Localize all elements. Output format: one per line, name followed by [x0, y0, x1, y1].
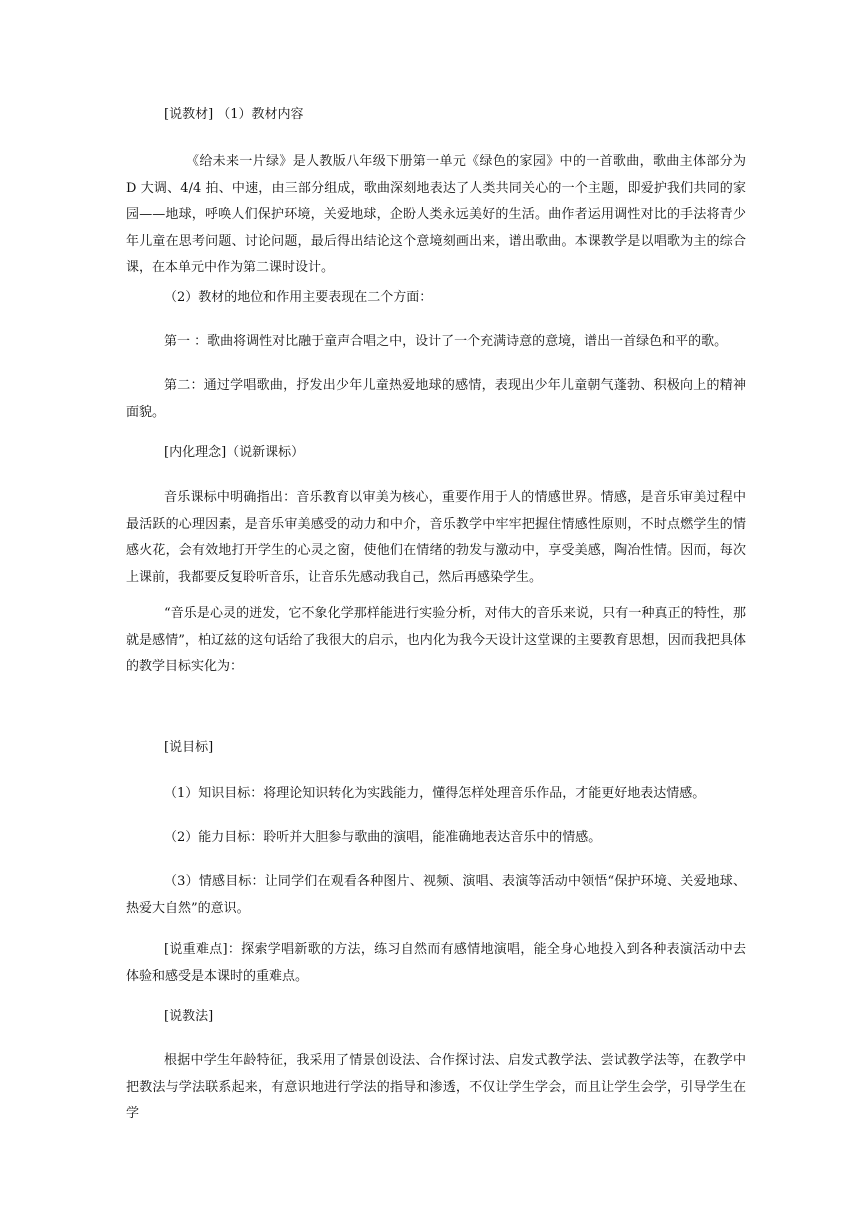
- paragraph-material-position: （2）教材的地位和作用主要表现在二个方面：: [164, 290, 433, 305]
- paragraph-curriculum-standard: 音乐课标中明确指出：音乐教育以审美为核心，重要作用于人的情感世界。情感，是音乐审美过程中最活跃的心理因素，是音乐审美感受的动力和中介，音乐教学中牢牢把握住情感性原则，不时点燃学生的情感火花，会有效地打开学生的心灵之窗，使他们在情绪的勃发与激动中，享受美感，陶冶性情。因而，每次上课前，我都要反复聆听音乐，让音乐先感动我自己，然后再感染学生。: [126, 490, 746, 585]
- paragraph-second-aspect: 第二：通过学唱歌曲，抒发出少年儿童热爱地球的感情，表现出少年儿童朝气蓬勃、积极向上的精神面貌。: [126, 378, 746, 420]
- heading-objectives: [说目标]: [164, 740, 214, 755]
- objective-emotion: （3）情感目标：让同学们在观看各种图片、视频、演唱、表演等活动中领悟“保护环境、关爱地球、热爱大自然”的意识。: [126, 874, 746, 916]
- paragraph-key-difficulties: [说重难点]：探索学唱新歌的方法，练习自然而有感情地演唱，能全身心地投入到各种表演活动中去体验和感受是本课时的重难点。: [126, 942, 746, 984]
- paragraph-first-aspect: 第一 ：歌曲将调性对比融于童声合唱之中，设计了一个充满诗意的意境，谱出一首绿色和平的歌。: [164, 334, 728, 349]
- paragraph-material-content: 《给未来一片绿》是人教版八年级下册第一单元《绿色的家园》中的一首歌曲，歌曲主体部分为 D 大调、4/4 拍、中速，由三部分组成，歌曲深刻地表达了人类共同关心的一个主题，即爱护我们共同的家园——地球，呼唤人们保护环境，关爱地球，企盼人类永远美好的生活。曲作者运用调性对比的手法将青少年儿童在思考问题、讨论问题，最后得出结论这个意境刻画出来，谱出歌曲。本课教学是以唱歌为主的综合课，在本单元中作为第二课时设计。: [126, 154, 746, 275]
- heading-internalized-concept: [内化理念]（说新课标）: [164, 445, 305, 460]
- paragraph-teaching-methods: 根据中学生年龄特征，我采用了情景创设法、合作探讨法、启发式教学法、尝试教学法等，在教学中把教法与学法联系起来，有意识地进行学法的指导和渗透，不仅让学生学会，而且让学生会学，引导学生在学: [126, 1053, 746, 1121]
- heading-teaching-material: [说教材] （1）教材内容: [164, 107, 304, 122]
- objective-knowledge: （1）知识目标：将理论知识转化为实践能力，懂得怎样处理音乐作品，才能更好地表达情感。: [164, 786, 706, 801]
- paragraph-berlioz-quote: “音乐是心灵的迸发，它不象化学那样能进行实验分析，对伟大的音乐来说，只有一种真正的特性，那就是感情”，柏辽兹的这句话给了我很大的启示，也内化为我今天设计这堂课的主要教育思想，因而我把具体的教学目标实化为：: [126, 606, 746, 674]
- objective-ability: （2）能力目标：聆听并大胆参与歌曲的演唱，能准确地表达音乐中的情感。: [164, 830, 602, 845]
- heading-teaching-methods: [说教法]: [164, 1009, 214, 1024]
